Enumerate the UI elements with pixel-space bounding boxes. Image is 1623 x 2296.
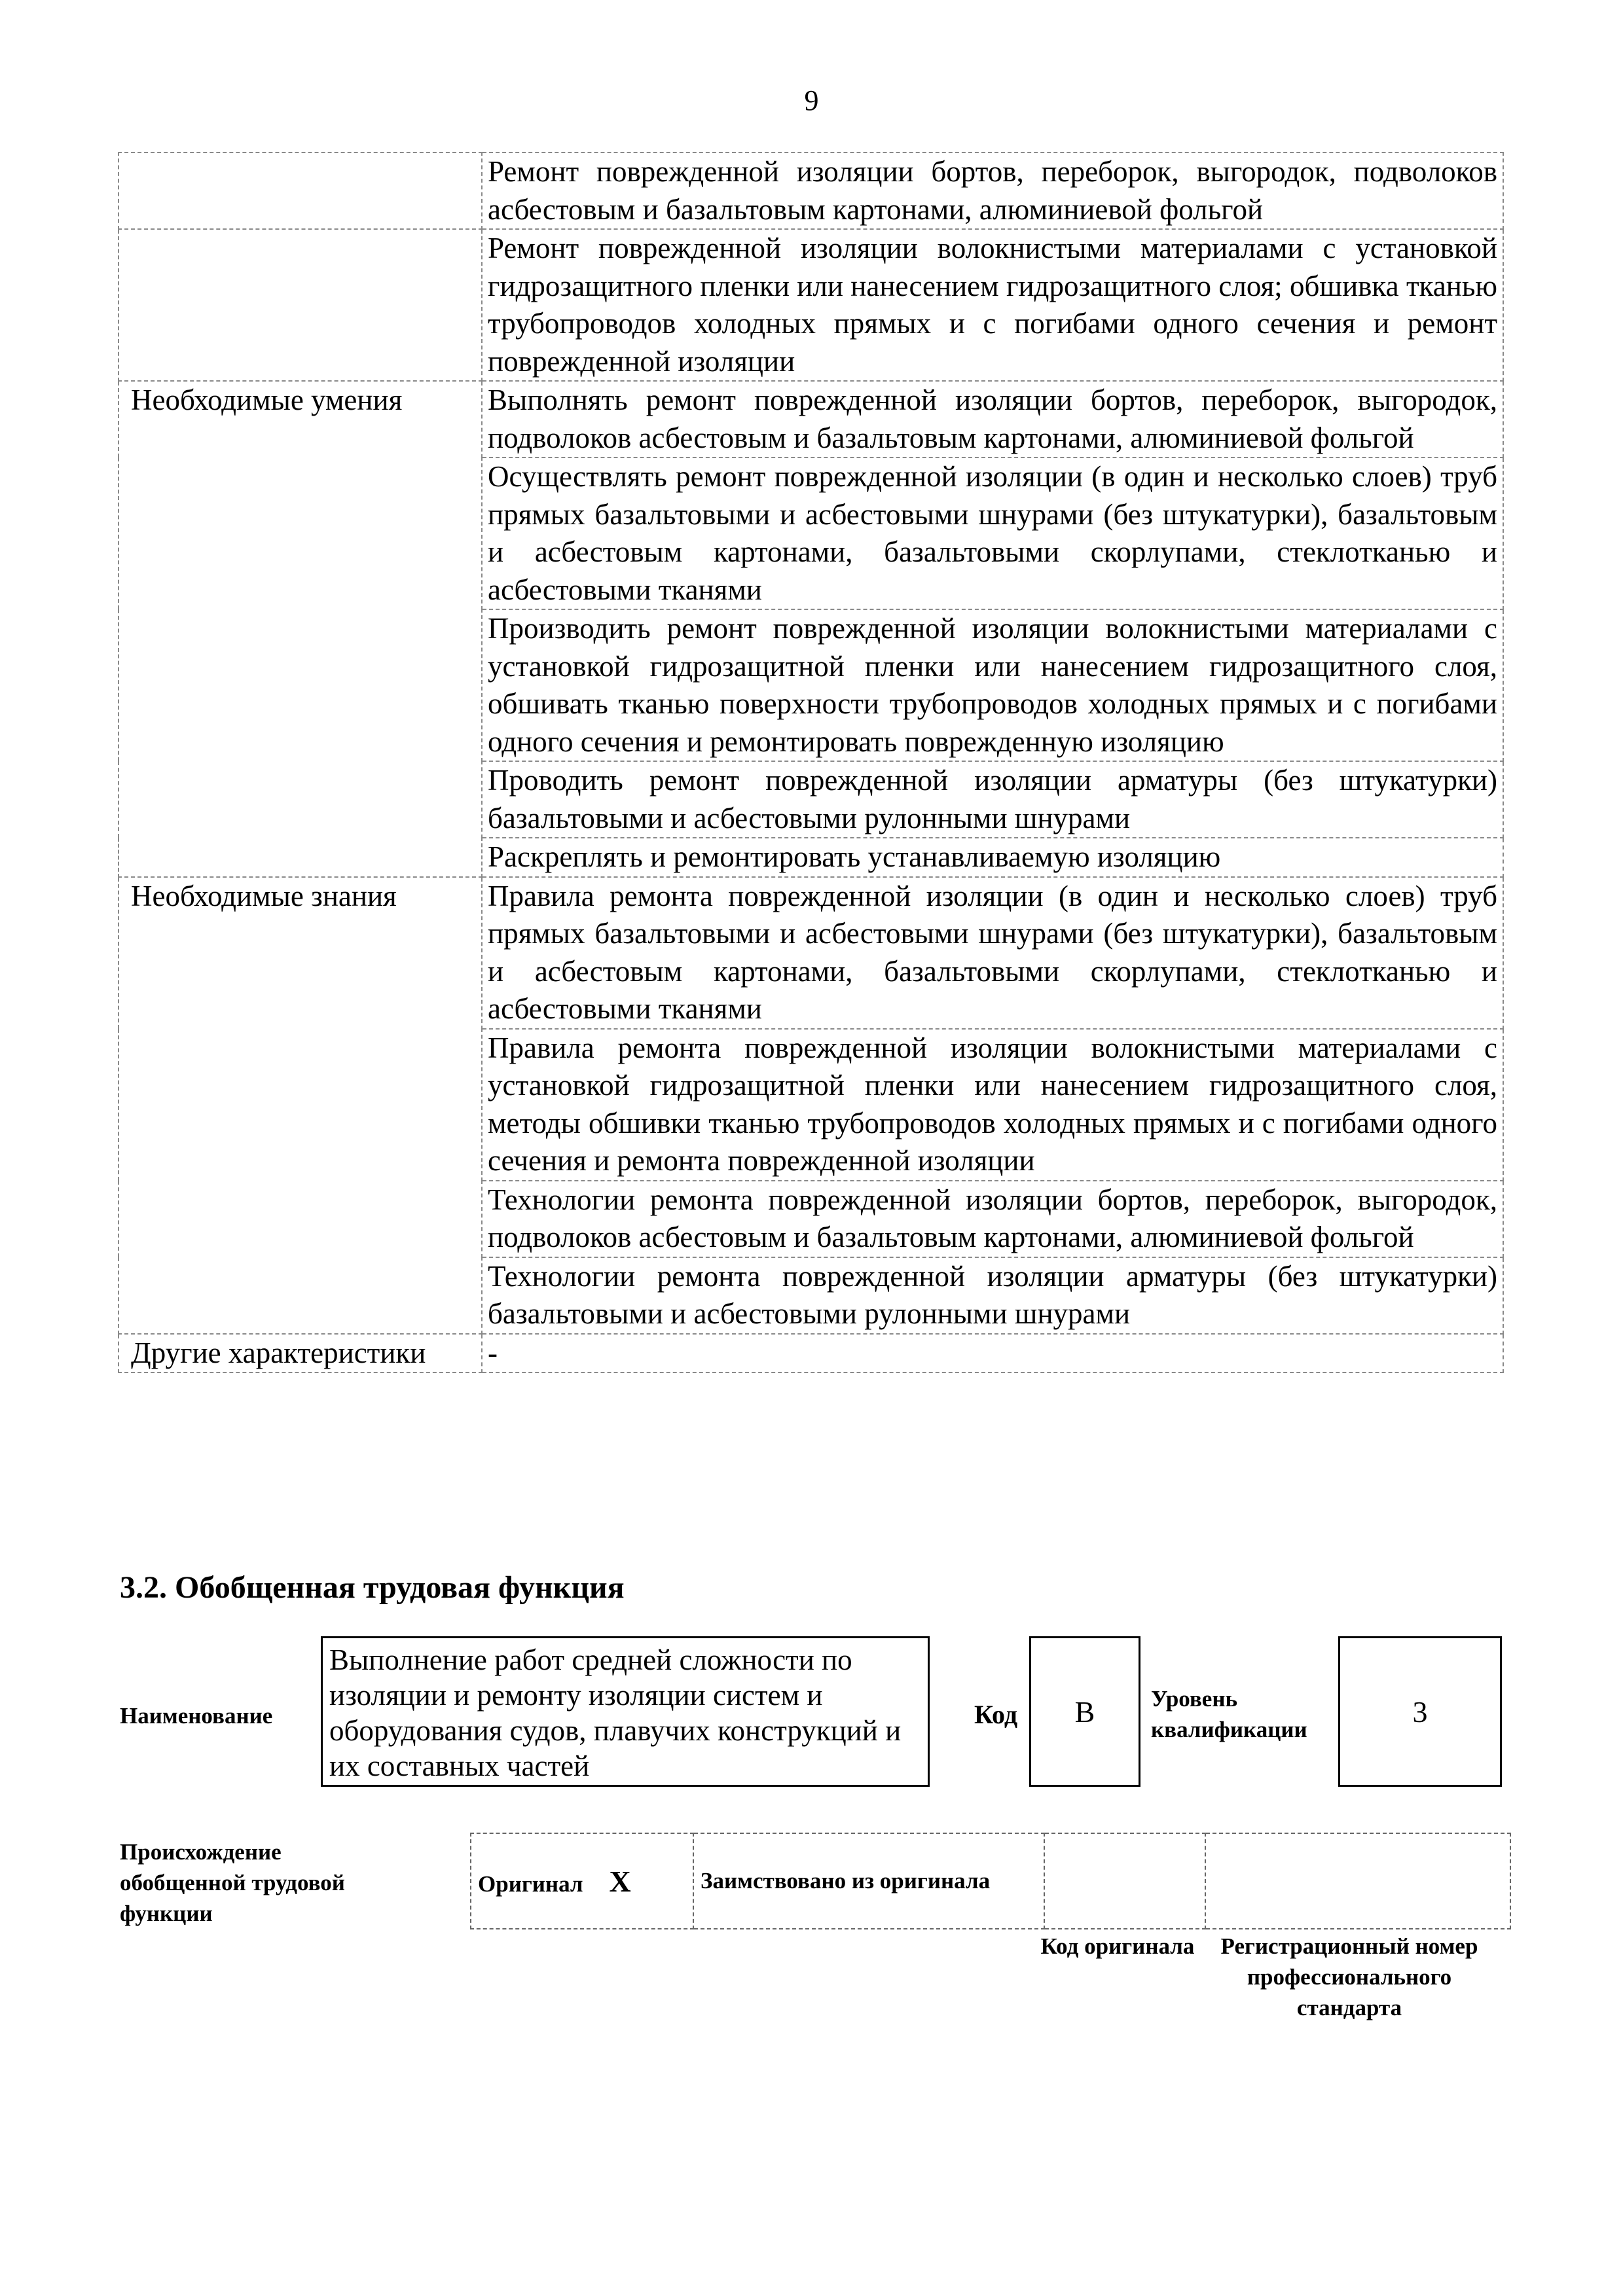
original-mark: X xyxy=(609,1864,631,1898)
knowledge-item: Технологии ремонта поврежденной изоляции арматуры (без штукатурки) базальтовыми и асбестовыми рулонными шнурами xyxy=(482,1257,1503,1334)
original-cell xyxy=(471,1833,693,1929)
section-title: 3.2. Обобщенная трудовая функция xyxy=(120,1570,625,1605)
action-item: Ремонт поврежденной изоляции бортов, переборок, выгородок, подволоков асбестовым и базальтовым картонами, алюминиевой фольгой xyxy=(482,152,1503,229)
code-box xyxy=(1029,1636,1140,1787)
table-row xyxy=(119,152,1503,229)
borrowed-cell: Заимствовано из оригинала xyxy=(693,1833,1044,1929)
origin-table xyxy=(470,1833,1511,1929)
labor-function-table xyxy=(118,152,1504,1373)
row-label xyxy=(119,152,482,229)
knowledge-item: Правила ремонта поврежденной изоляции волокнистыми материалами с установкой гидрозащитной пленки или нанесением гидрозащитного слоя, методы обшивки тканью трубопроводов холодных прямых и с погибами одного сечения и ремонта поврежденной изоляции xyxy=(482,1029,1503,1181)
skill-item: Проводить ремонт поврежденной изоляции арматуры (без штукатурки) базальтовыми и асбестовыми рулонными шнурами xyxy=(482,761,1503,838)
qualification-level-box xyxy=(1338,1636,1502,1787)
table-row xyxy=(119,877,1503,1029)
table-row xyxy=(119,1334,1503,1373)
other-label: Другие характеристики xyxy=(119,1334,482,1373)
knowledge-label: Необходимые знания xyxy=(119,877,482,1334)
skill-item: Осуществлять ремонт поврежденной изоляции (в один и несколько слоев) труб прямых базальтовыми и асбестовыми шнурами (без штукатурки), базальтовым и асбестовым картонами, базальтовыми скорлупами, стеклотканью и асбестовыми тканями xyxy=(482,457,1503,609)
code-label: Код xyxy=(974,1700,1018,1729)
skills-label: Необходимые умения xyxy=(119,381,482,877)
origin-label: Происхождение обобщенной трудовой функции xyxy=(120,1839,345,1926)
table-row xyxy=(119,229,1503,381)
skill-item: Выполнять ремонт поврежденной изоляции бортов, переборок, выгородок, подволоков асбестовым и базальтовым картонами, алюминиевой фольгой xyxy=(482,381,1503,457)
skill-item: Производить ремонт поврежденной изоляции волокнистыми материалами с установкой гидрозащитной пленки или нанесением гидрозащитного слоя, обшивать тканью поверхности трубопроводов холодных прямых и с погибами одного сечения и ремонтировать поврежденную изоляцию xyxy=(482,609,1503,761)
knowledge-item: Правила ремонта поврежденной изоляции (в один и несколько слоев) труб прямых базальтовыми и асбестовыми шнурами (без штукатурки), базальтовым и асбестовым картонами, базальтовыми скорлупами, стеклотканью и асбестовыми тканями xyxy=(482,877,1503,1029)
other-item: - xyxy=(482,1334,1503,1373)
code-value: B xyxy=(1074,1695,1095,1729)
original-code-caption: Код оригинала xyxy=(1040,1933,1195,1959)
skill-item: Раскреплять и ремонтировать устанавливаемую изоляцию xyxy=(482,838,1503,877)
registration-number-cell xyxy=(1205,1833,1510,1929)
knowledge-item: Технологии ремонта поврежденной изоляции бортов, переборок, выгородок, подволоков асбестовым и базальтовым картонами, алюминиевой фольгой xyxy=(482,1181,1503,1257)
qualification-level-label: Уровень квалификации xyxy=(1151,1686,1307,1742)
registration-number-caption: Регистрационный номер профессионального стандарта xyxy=(1220,1933,1478,2020)
original-label: Оригинал xyxy=(478,1871,583,1897)
function-name-box: Выполнение работ средней сложности по изоляции и ремонту изоляции систем и оборудования судов, плавучих конструкций и их составных частей xyxy=(321,1636,930,1787)
original-code-cell xyxy=(1044,1833,1205,1929)
qualification-level-value: 3 xyxy=(1412,1695,1428,1729)
row-label-empty xyxy=(119,229,482,381)
page-number: 9 xyxy=(804,84,819,117)
name-label: Наименование xyxy=(120,1703,273,1729)
action-item: Ремонт поврежденной изоляции волокнистыми материалами с установкой гидрозащитного пленки или нанесением гидрозащитного слоя; обшивка тканью трубопроводов холодных прямых и с погибами одного сечения и ремонт поврежденной изоляции xyxy=(482,229,1503,381)
table-row xyxy=(119,381,1503,457)
